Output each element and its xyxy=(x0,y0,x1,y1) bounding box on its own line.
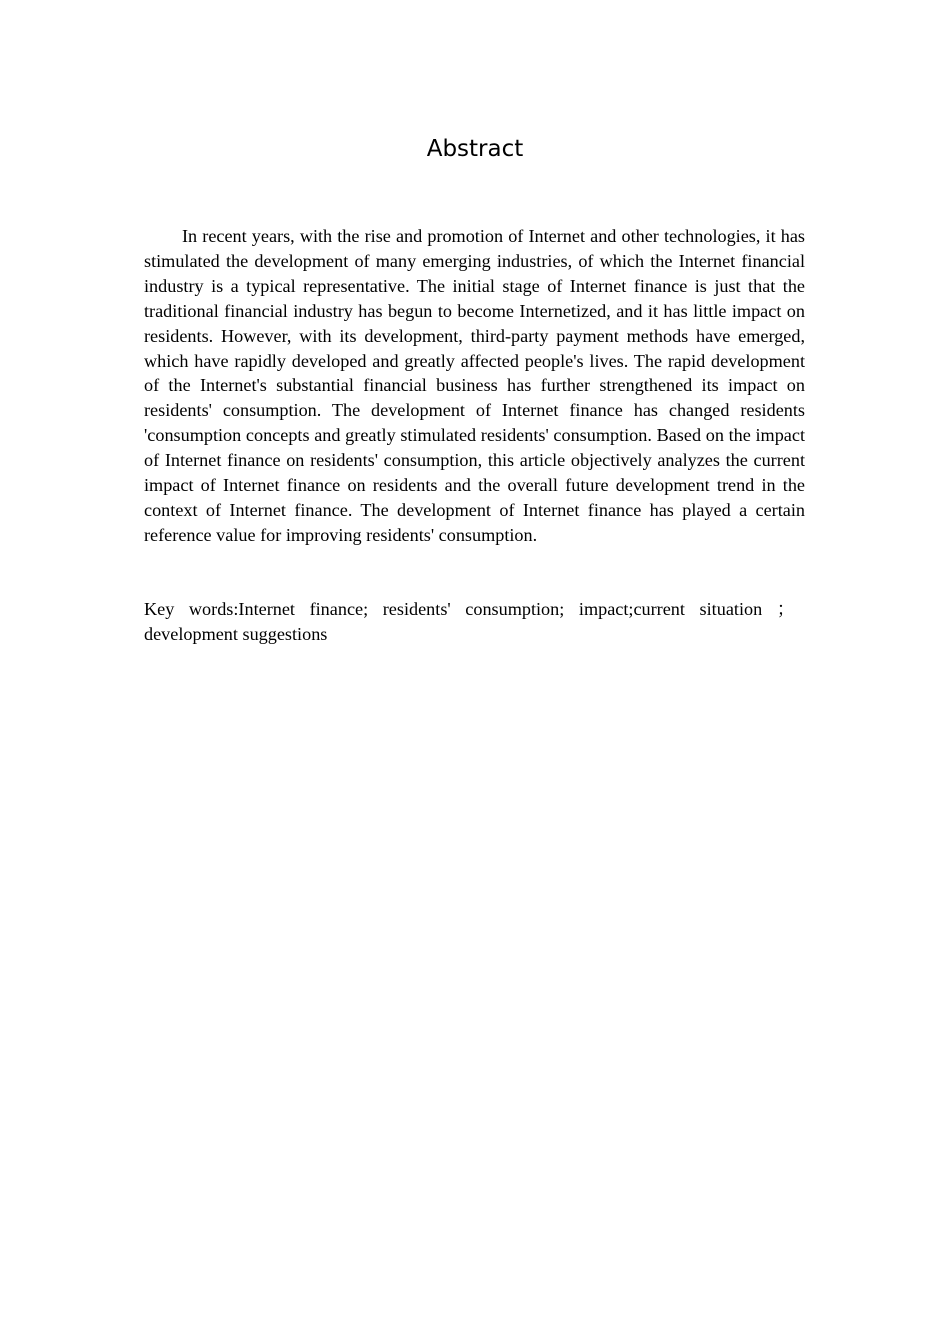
keywords-line: Key words:Internet finance; residents' consumption; impact;current situation ；development suggestions xyxy=(144,599,795,644)
abstract-title: Abstract xyxy=(426,136,524,162)
abstract-paragraph: In recent years, with the rise and promotion of Internet and other technologies, it has stimulated the development of many emerging industries, of which the Internet financial industry is a typical representative. The initial stage of Internet finance is just that the traditional financial industry has begun to become Internetized, and it has little impact on residents. However, with its development, third-party payment methods have emerged, which have rapidly developed and greatly affected people's lives. The rapid development of the Internet's substantial financial business has further strengthened its impact on residents' consumption. The development of Internet finance has changed residents 'consumption concepts and greatly stimulated residents' consumption. Based on the impact of Internet finance on residents' consumption, this article objectively analyzes the current impact of Internet finance on residents and the overall future development trend in the context of Internet finance. The development of Internet finance has played a certain reference value for improving residents' consumption. xyxy=(144,226,805,545)
